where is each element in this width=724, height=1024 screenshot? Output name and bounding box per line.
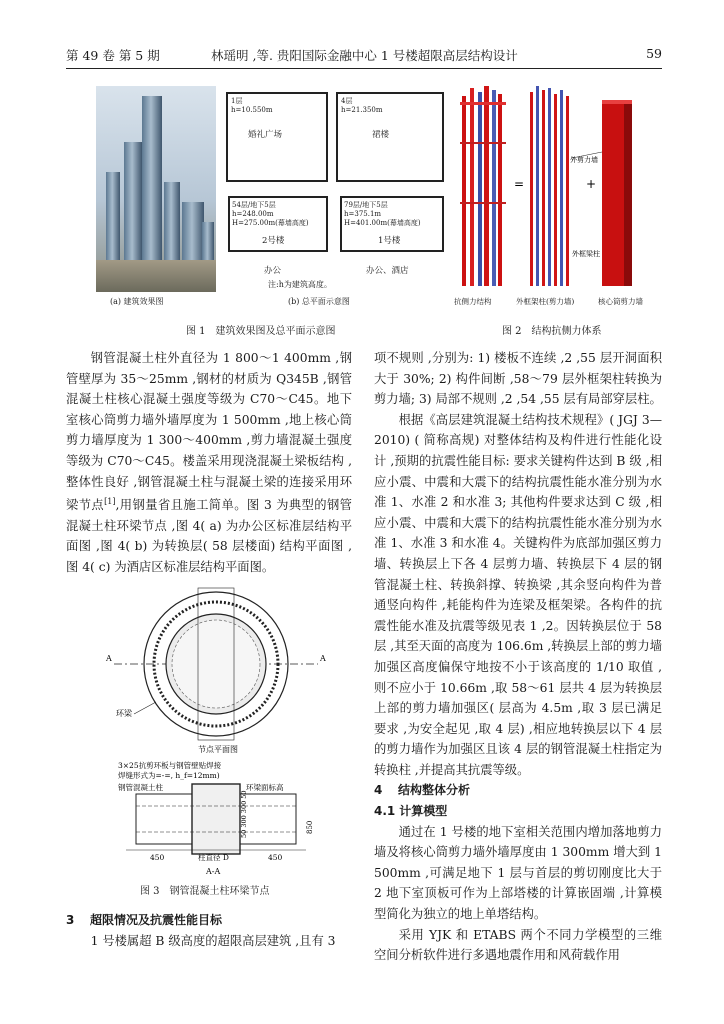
paragraph: 根据《高层建筑混凝土结构技术规程》( JGJ 3—2010) ( 简称高规) 对整体结构及构件进行性能化设计 ,预期的抗震性能目标: 要求关键构件达到 B 级 ,相应小震、中震和大震下的结构抗震性能水准分别为水准 1、水准 2 和水准 3; 其他构件要求达到 C 级 ,相应小震、中震和大震下的结构抗震性能水准分别为水准 1、水准 3 和水准 4。关键构件为底部加强区剪力墙、转换层上下各 4 层剪力墙、转换层下 4 层的钢管混凝土柱、转换斜撑、转换梁 ,其余竖向构件为普通竖向构件 ,耗能构件为连梁及框架梁。各构件的抗震性能水准及抗震等级见表 1 ,2。因转换层位于 58 层 ,其至天面的高度为 106.6m ,转换层上部的剪力墙加强区高度偏保守地按不小于该高度的 1/10 取值 ,则不应小于 10.66m ,取 58～61 层共 4 层为转换层上部的剪力墙加强区( 层高为 4.5m ,取 3 层已满足要求 ,为安全起见 ,取 4 层) ,相应地转换层以下 4 层的剪力墙作为加强区且该 4 层的钢管混凝土柱指定为转换柱 ,并提高其抗震等级。	[374, 412, 662, 777]
ring-elevation-label: 环梁面标高	[246, 783, 284, 792]
part-label-3: 核心筒剪力墙	[598, 297, 643, 306]
plan-box-tower-2: 54层/地下5层 h=248.00m H=275.00m(幕墙高度) 2号楼	[228, 196, 328, 252]
steel-column-label: 钢管混凝土柱	[118, 783, 163, 792]
weld-note-2: 焊缝形式为=-=, h_f=12mm)	[118, 771, 220, 780]
section-3-number: 3	[66, 913, 75, 927]
paragraph: 采用 YJK 和 ETABS 两个不同力学模型的三维空间分析软件进行多遇地震作用和风荷载作用	[374, 927, 662, 963]
lateral-system-diagram	[452, 82, 666, 296]
left-column	[66, 348, 352, 578]
paragraph: 1 号楼属超 B 级高度的超限高层建筑 ,且有 3	[90, 933, 336, 948]
part-label-1: 抗侧力结构	[454, 297, 492, 306]
equals-sign: =	[514, 177, 525, 191]
core-wall-3d	[602, 100, 632, 286]
right-column	[374, 348, 662, 966]
figure-3-caption: 图 3 钢管混凝土柱环梁节点	[140, 886, 270, 897]
left-column-bottom	[66, 910, 352, 951]
section-3-title: 超限情况及抗震性能目标	[90, 913, 223, 927]
plan-box-podium: 4层 h=21.350m 裙楼	[336, 92, 444, 182]
site-plan	[226, 82, 446, 294]
frame-structure-3d	[530, 86, 569, 286]
plan-box-wedding-plaza: 1层 h=10.550m 婚礼广场	[226, 92, 328, 182]
building-rendering	[96, 86, 216, 292]
running-title: 林瑶明 ,等. 贵阳国际金融中心 1 号楼超限高层结构设计	[211, 48, 518, 63]
ring-beam-node-drawing	[96, 584, 336, 884]
journal-issue: 第 49 卷 第 5 期	[66, 48, 160, 63]
dim-850: 850	[306, 820, 314, 834]
label-outer-wall: 外剪力墙	[570, 156, 598, 164]
use-office-hotel: 办公、酒店	[366, 266, 409, 276]
use-office: 办公	[264, 266, 282, 276]
figure-2-caption: 图 2 结构抗侧力体系	[502, 326, 602, 337]
figure-2	[452, 82, 666, 312]
section-4-title: 结构整体分析	[398, 783, 471, 798]
dim-left: 450	[150, 853, 165, 862]
ring-beam-label: 环梁	[116, 709, 132, 718]
dim-diameter: 柱直径 D	[198, 853, 229, 862]
section-mark-right: A	[320, 654, 326, 663]
plan-box-tower-1: 79层/地下5层 h=375.1m H=401.00m(幕墙高度) 1号楼	[340, 196, 444, 252]
paragraph: 钢管混凝土柱外直径为 1 800～1 400mm ,钢管壁厚为 35～25mm ,钢材的材质为 Q345B ,钢管混凝土柱核心混凝土强度等级为 C70～C45。地下室核心筒剪力墙外墙厚度为 1 500mm ,地上核心筒剪力墙厚度为 1 300～400mm ,剪力墙混凝土强度等级为 C70～C45。楼盖采用现浇混凝土梁板结构 ,整体性良好 ,钢管混凝土柱与混凝土梁的连接采用环梁节点[1],用钢量省且施工简单。图 3 为典型的钢管混凝土柱环梁节点 ,图 4( a) 为办公区标准层结构平面图 ,图 4( b) 为转换层( 58 层楼面) 结构平面图 ,图 4( c) 为酒店区标准层结构平面图。	[66, 351, 352, 574]
plus-sign: +	[586, 177, 597, 191]
section-title: A-A	[206, 867, 221, 876]
section-4-1-title: 计算模型	[399, 804, 448, 819]
section-4-number: 4	[374, 783, 383, 798]
figure-3	[96, 584, 336, 884]
section-mark-left: A	[106, 654, 112, 663]
plan-title: 节点平面图	[198, 745, 238, 754]
weld-note-1: 3×25抗剪环板与钢管壁贴焊接	[118, 761, 222, 770]
part-label-2: 外框架柱(剪力墙)	[516, 297, 575, 306]
sub-caption-b: (b) 总平面示意图	[288, 297, 350, 306]
paragraph: 通过在 1 号楼的地下室相关范围内增加落地剪力墙及将核心筒剪力墙外墙厚度由 1 300mm 增大到 1 500mm ,可满足地下 1 层与首层的剪切刚度比大于 2 地下室顶板可作为上部塔楼的计算嵌固端 ,计算模型简化为独立的地上单塔结构。	[374, 824, 662, 922]
figure-1	[96, 82, 446, 312]
paragraph: 项不规则 ,分别为: 1) 楼板不连续 ,2 ,55 层开洞面积大于 30%; 2) 构件间断 ,58～79 层外框架柱转换为剪力墙; 3) 局部不规则 ,2 ,54 ,55 层有局部穿层柱。	[374, 351, 662, 407]
page-number: 59	[646, 46, 662, 61]
section-4-1-number: 4.1	[374, 804, 396, 819]
sub-caption-a: (a) 建筑效果图	[110, 297, 164, 306]
plan-note: 注:h为建筑高度。	[268, 280, 332, 289]
full-structure-3d	[460, 86, 506, 286]
page-header	[66, 46, 662, 68]
label-outer-frame: 外框梁柱	[572, 250, 600, 258]
dim-right: 450	[268, 853, 283, 862]
figure-1-caption: 图 1 建筑效果图及总平面示意图	[186, 326, 336, 337]
dim-vertical: 50 300 300 50	[240, 790, 248, 838]
header-rule	[66, 68, 662, 69]
